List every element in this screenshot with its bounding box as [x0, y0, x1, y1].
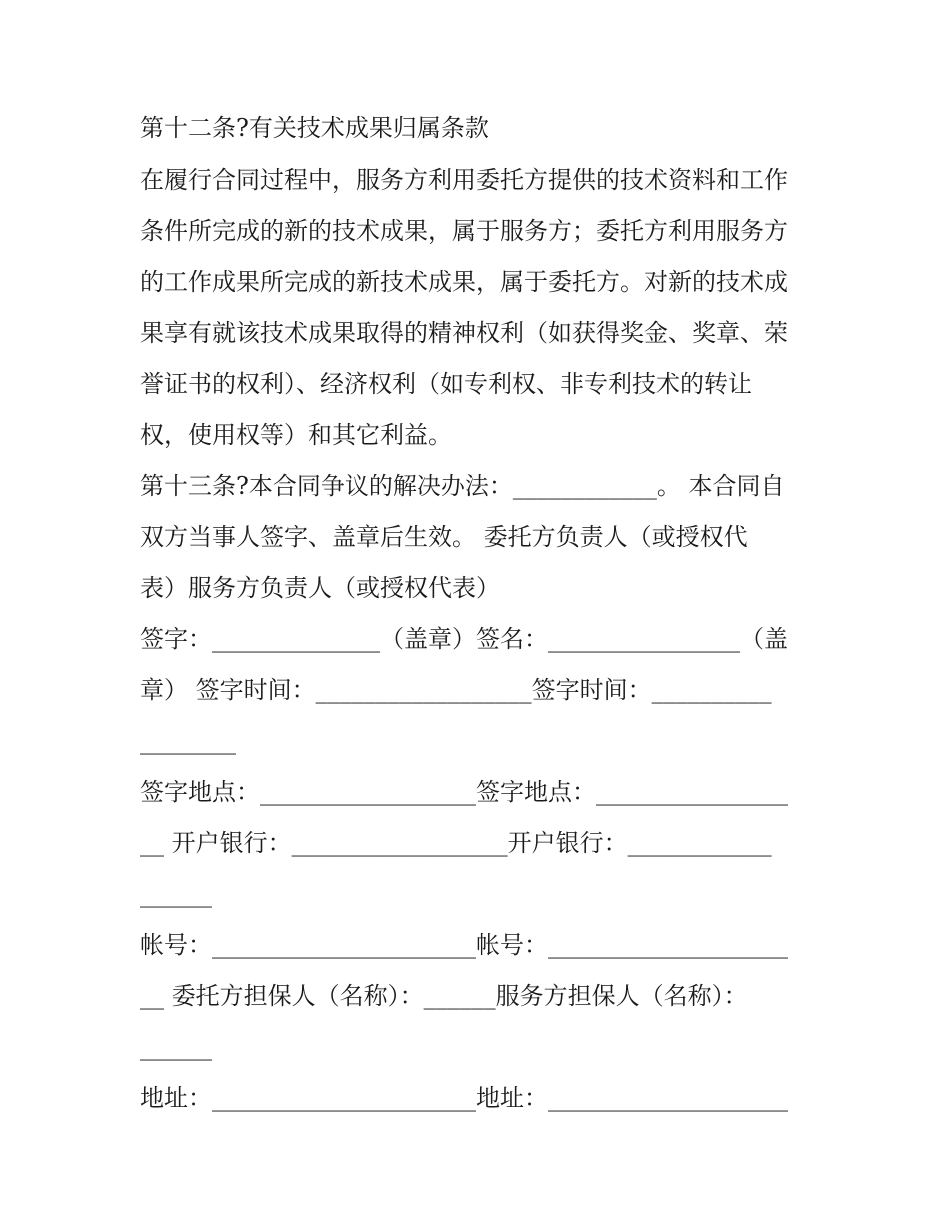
- bank-line: __ 开户银行：__________________开户银行：____________: [140, 829, 772, 857]
- clause-13-line-1: 第十三条?本合同争议的解决办法：____________。 本合同自: [140, 472, 785, 500]
- clause-13-line-3: 表）服务方负责人（或授权代表）: [140, 574, 500, 602]
- clause-12-text-line-5: 誉证书的权利）、经济权利（如专利权、非专利技术的转让: [140, 370, 752, 398]
- bank-continuation: ______: [140, 880, 212, 908]
- clause-12-text-line-1: 在履行合同过程中，服务方利用委托方提供的技术资料和工作: [140, 166, 788, 194]
- clause-12-heading: 第十二条?有关技术成果归属条款: [140, 114, 489, 142]
- account-number-line: 帐号：______________________帐号：____________________: [140, 931, 788, 959]
- signing-place-line: 签字地点：__________________签字地点：________________: [140, 778, 788, 806]
- clause-12-text-line-2: 条件所完成的新的技术成果，属于服务方；委托方利用服务方: [140, 217, 788, 245]
- guarantor-continuation: ______: [140, 1033, 212, 1061]
- clause-12-text-line-4: 果享有就该技术成果取得的精神权利（如获得奖金、奖章、荣: [140, 319, 788, 347]
- clause-12-text-line-6: 权，使用权等）和其它利益。: [140, 421, 452, 449]
- address-line: 地址：______________________地址：____________________: [140, 1084, 788, 1112]
- guarantor-line: __ 委托方担保人（名称）：______服务方担保人（名称）：: [140, 982, 748, 1010]
- signature-line: 签字：______________（盖章）签名：________________（盖: [140, 625, 788, 653]
- clause-13-line-2: 双方当事人签字、盖章后生效。 委托方负责人（或授权代: [140, 523, 748, 551]
- clause-12-text-line-3: 的工作成果所完成的新技术成果，属于委托方。对新的技术成: [140, 268, 788, 296]
- signing-time-continuation: ________: [140, 727, 236, 755]
- signing-time-line: 章） 签字时间：__________________签字时间：__________: [140, 676, 772, 704]
